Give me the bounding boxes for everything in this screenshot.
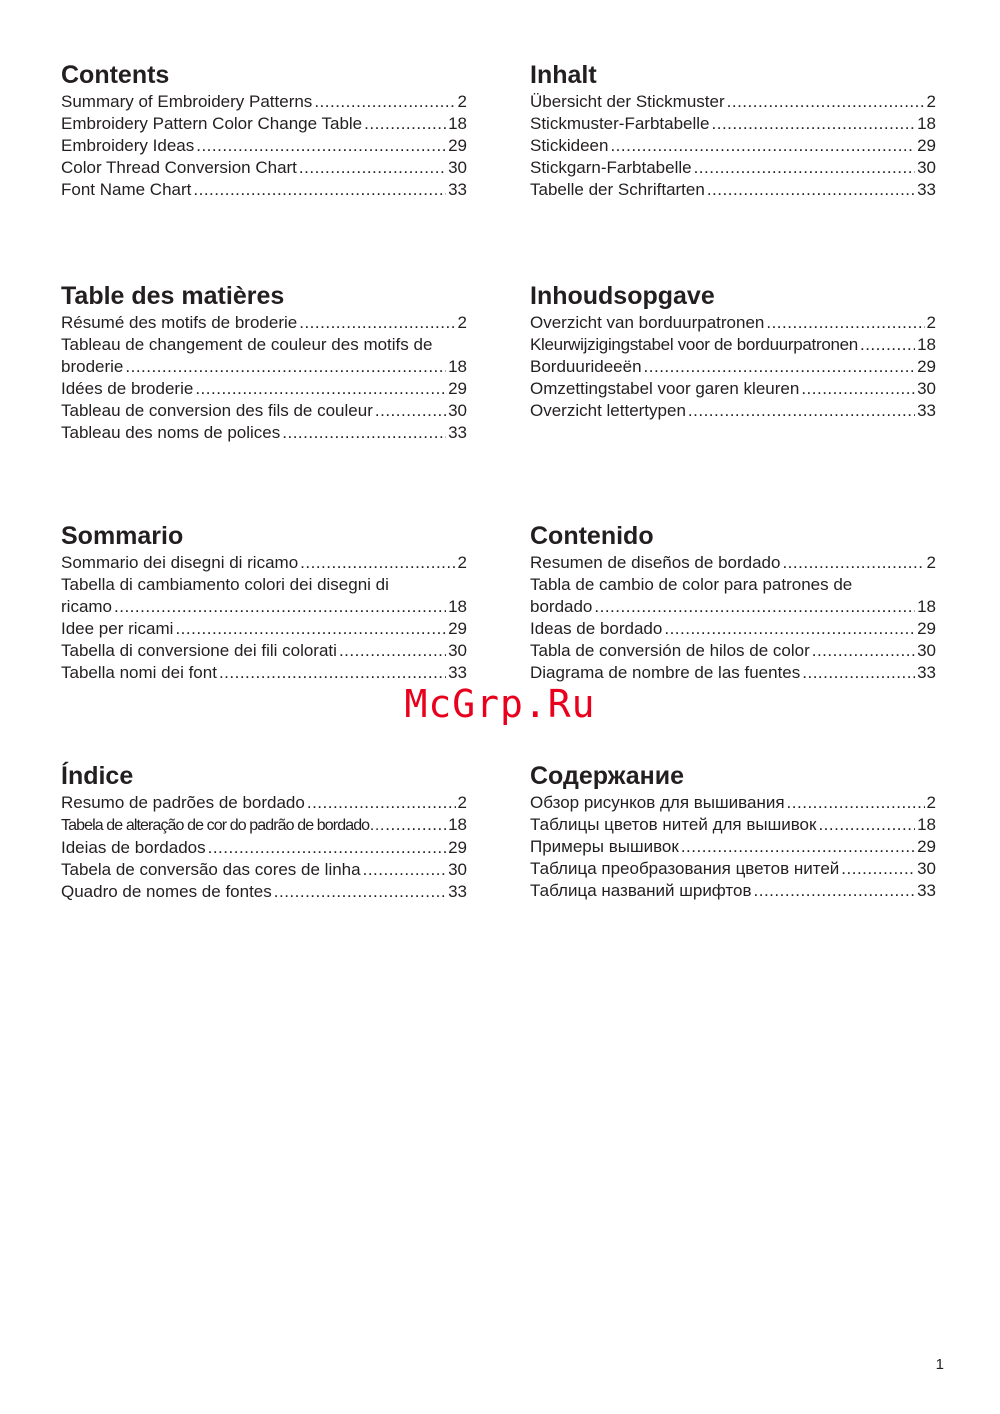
toc-entry-page: 2 <box>457 793 467 812</box>
toc-entry[interactable] <box>61 618 467 640</box>
toc-entry-label: Таблица преобразования цветов нитей <box>530 858 840 878</box>
toc-entry[interactable] <box>61 113 467 135</box>
toc-entry-label: Tableau de conversion des fils de couleur <box>61 400 373 420</box>
toc-entry-label: Tabla de cambio de color para patrones de <box>530 574 853 594</box>
toc-entry-label: Diagrama de nombre de las fuentes <box>530 662 801 682</box>
dot-leader <box>818 814 915 836</box>
dot-leader <box>195 378 446 400</box>
toc-entry-label: Kleurwijzigingstabel voor de borduurpatronen <box>530 334 858 354</box>
toc-entry-line-2[interactable] <box>61 596 467 618</box>
toc-entry-page: 33 <box>917 880 936 900</box>
dot-leader <box>300 552 455 574</box>
toc-entry[interactable] <box>61 662 467 684</box>
section-title: Sommario <box>61 522 184 550</box>
toc-entry-page: 29 <box>917 836 936 856</box>
toc-section-spanish <box>530 521 936 683</box>
toc-entry-page: 18 <box>917 814 936 834</box>
toc-entry[interactable] <box>530 378 936 400</box>
watermark: McGrp.Ru <box>404 682 596 726</box>
toc-entry-label: Tabella di conversione dei fili colorati <box>61 640 337 660</box>
toc-entry-page: 33 <box>917 662 936 682</box>
toc-entry-label: Примеры вышивок <box>530 836 679 856</box>
toc-entry[interactable] <box>61 837 467 859</box>
toc-entry-page: 2 <box>926 313 936 332</box>
toc-entry-label: Stickgarn-Farbtabelle <box>530 157 692 177</box>
dot-leader <box>707 179 915 201</box>
toc-entry[interactable] <box>530 792 936 814</box>
dot-leader <box>307 792 456 814</box>
dot-leader <box>208 837 446 859</box>
toc-entry-label: Embroidery Ideas <box>61 135 195 155</box>
toc-entry-page: 33 <box>448 422 467 442</box>
toc-entry[interactable] <box>530 179 936 201</box>
toc-entry-line-1[interactable] <box>530 574 936 596</box>
toc-entry-label: Übersicht der Stickmuster <box>530 92 725 111</box>
toc-entry-page: 30 <box>448 859 467 879</box>
section-title: Inhoudsopgave <box>530 282 715 310</box>
toc-entry-page: 33 <box>448 881 467 901</box>
toc-entry-label: Resumo de padrões de bordado <box>61 793 305 812</box>
toc-entry-page: 18 <box>448 356 467 376</box>
toc-section-dutch <box>530 281 936 422</box>
dot-leader <box>274 881 446 903</box>
toc-entry-label: Tabelle der Schriftarten <box>530 179 705 199</box>
dot-leader <box>219 662 446 684</box>
toc-entry-page: 29 <box>917 135 936 155</box>
toc-entry-label: Tableau de changement de couleur des motifs de <box>61 334 433 354</box>
toc-entry-page: 30 <box>448 157 467 177</box>
dot-leader <box>860 334 915 356</box>
toc-entry[interactable] <box>530 662 936 684</box>
toc-entry-page: 2 <box>926 92 936 111</box>
toc-entry[interactable] <box>530 135 936 157</box>
dot-leader <box>681 836 915 858</box>
section-title: Inhalt <box>530 61 597 89</box>
toc-entry[interactable] <box>530 157 936 179</box>
toc-entry-page: 2 <box>926 553 936 572</box>
toc-entry-page: 30 <box>917 858 936 878</box>
dot-leader <box>644 356 916 378</box>
toc-entry-label: Stickideen <box>530 135 609 155</box>
toc-entry-page: 33 <box>917 179 936 199</box>
toc-entry-page: 2 <box>457 553 467 572</box>
toc-entry-line-2[interactable] <box>61 356 467 378</box>
toc-entry-page: 30 <box>448 640 467 660</box>
toc-entry[interactable] <box>61 422 467 444</box>
toc-entry-page: 18 <box>917 596 936 616</box>
toc-entry-line-2[interactable] <box>530 596 936 618</box>
toc-entry[interactable] <box>530 312 936 334</box>
toc-entry-label: Tabella nomi dei font <box>61 662 217 682</box>
dot-leader <box>688 400 915 422</box>
toc-entry-label: Tableau des noms de polices <box>61 422 281 442</box>
dot-leader <box>841 858 915 880</box>
toc-entry-page: 29 <box>917 618 936 638</box>
toc-entry-label: Ideas de bordado <box>530 618 663 638</box>
toc-entry-page: 33 <box>917 400 936 420</box>
toc-entry[interactable] <box>530 640 936 662</box>
page-number: 1 <box>935 1356 944 1373</box>
toc-entry[interactable] <box>530 858 936 880</box>
toc-entry[interactable] <box>61 640 467 662</box>
dot-leader <box>299 157 446 179</box>
toc-entry-label: Embroidery Pattern Color Change Table <box>61 113 363 133</box>
toc-entry-page: 30 <box>448 400 467 420</box>
dot-leader <box>299 312 455 334</box>
toc-section-german <box>530 60 936 201</box>
toc-list <box>530 312 936 422</box>
toc-entry-label: Font Name Chart <box>61 179 192 199</box>
toc-entry-label-continued: bordado <box>530 596 593 616</box>
toc-entry-page: 33 <box>448 179 467 199</box>
toc-entry-page: 2 <box>457 92 467 111</box>
toc-list <box>61 91 467 201</box>
dot-leader <box>766 312 924 334</box>
dot-leader <box>193 179 446 201</box>
dot-leader <box>787 792 925 814</box>
toc-entry-page: 29 <box>448 135 467 155</box>
toc-entry[interactable] <box>530 356 936 378</box>
toc-entry-page: 18 <box>917 113 936 133</box>
toc-entry[interactable] <box>61 179 467 201</box>
toc-entry-label: Обзор рисунков для вышивания <box>530 793 785 812</box>
toc-entry-line-1[interactable] <box>61 574 467 596</box>
toc-entry-label: Résumé des motifs de broderie <box>61 313 298 332</box>
toc-entry-label: Omzettingstabel voor garen kleuren <box>530 378 800 398</box>
dot-leader <box>712 113 916 135</box>
toc-section-english <box>61 60 467 201</box>
toc-list <box>530 91 936 201</box>
toc-entry[interactable] <box>61 859 467 881</box>
toc-entry-label: Tabella di cambiamento colori dei disegni di <box>61 574 389 594</box>
toc-entry[interactable] <box>530 552 936 574</box>
toc-entry-page: 29 <box>917 356 936 376</box>
toc-entry-page: 18 <box>448 814 467 834</box>
toc-entry-page: 30 <box>917 640 936 660</box>
dot-leader <box>125 356 446 378</box>
section-title: Contenido <box>530 522 654 550</box>
dot-leader <box>694 157 916 179</box>
toc-entry[interactable] <box>61 91 467 113</box>
toc-entry-label: Таблица названий шрифтов <box>530 880 752 900</box>
dot-leader <box>196 135 446 157</box>
toc-entry-line-1[interactable] <box>61 334 467 356</box>
toc-entry[interactable] <box>530 334 936 356</box>
toc-entry-page: 18 <box>448 113 467 133</box>
toc-entry-page: 2 <box>457 313 467 332</box>
toc-entry-page: 29 <box>448 378 467 398</box>
section-title: Содержание <box>530 762 685 790</box>
toc-entry-label: Stickmuster-Farbtabelle <box>530 113 710 133</box>
toc-list <box>61 552 467 683</box>
toc-entry-page: 30 <box>917 378 936 398</box>
toc-entry-label: Resumen de diseños de bordado <box>530 553 781 572</box>
toc-entry[interactable] <box>61 135 467 157</box>
section-title: Contents <box>61 61 170 89</box>
toc-entry-label: Idées de broderie <box>61 378 194 398</box>
dot-leader <box>385 814 447 836</box>
toc-entry-label: Color Thread Conversion Chart <box>61 157 297 177</box>
toc-entry[interactable] <box>530 880 936 902</box>
toc-entry-label: Tabla de conversión de hilos de color <box>530 640 810 660</box>
toc-entry-label: Sommario dei disegni di ricamo <box>61 553 299 572</box>
toc-entry[interactable] <box>61 378 467 400</box>
toc-entry-label: Таблицы цветов нитей для вышивок <box>530 814 817 834</box>
toc-entry[interactable] <box>61 157 467 179</box>
toc-entry-label: Overzicht lettertypen <box>530 400 686 420</box>
toc-entry-label: Ideias de bordados <box>61 837 206 857</box>
toc-list <box>530 552 936 683</box>
toc-entry[interactable] <box>530 113 936 135</box>
toc-entry[interactable] <box>530 836 936 858</box>
dot-leader <box>801 378 915 400</box>
dot-leader <box>114 596 446 618</box>
toc-entry[interactable] <box>61 814 467 837</box>
dot-leader <box>364 113 446 135</box>
toc-entry[interactable] <box>530 814 936 836</box>
dot-leader <box>664 618 915 640</box>
dot-leader <box>282 422 446 444</box>
dot-leader <box>754 880 916 902</box>
toc-entry[interactable] <box>530 618 936 640</box>
dot-leader <box>812 640 915 662</box>
dot-leader <box>802 662 915 684</box>
toc-section-russian <box>530 761 936 902</box>
toc-section-french <box>61 281 467 443</box>
toc-entry-page: 30 <box>917 157 936 177</box>
toc-entry-label: Borduurideeën <box>530 356 642 376</box>
toc-entry-label: Summary of Embroidery Patterns <box>61 92 313 111</box>
toc-entry-page: 29 <box>448 618 467 638</box>
toc-list <box>530 792 936 902</box>
section-title: Índice <box>61 762 134 790</box>
dot-leader <box>610 135 915 157</box>
toc-list <box>61 792 467 903</box>
toc-entry-label: Tabela de alteração de cor do padrão de bordado… <box>61 816 385 834</box>
toc-entry-label: Overzicht van borduurpatronen <box>530 313 765 332</box>
toc-entry[interactable] <box>61 881 467 903</box>
dot-leader <box>175 618 446 640</box>
dot-leader <box>594 596 915 618</box>
dot-leader <box>314 91 455 113</box>
dot-leader <box>363 859 446 881</box>
toc-entry-label: Tabela de conversão das cores de linha <box>61 859 361 879</box>
toc-entry-page: 18 <box>448 596 467 616</box>
toc-entry-page: 18 <box>917 334 936 354</box>
dot-leader <box>375 400 446 422</box>
toc-entry-label-continued: broderie <box>61 356 124 376</box>
toc-entry-label: Quadro de nomes de fontes <box>61 881 272 901</box>
section-title: Table des matières <box>61 282 285 310</box>
toc-list <box>61 312 467 443</box>
toc-entry[interactable] <box>530 400 936 422</box>
toc-entry[interactable] <box>61 552 467 574</box>
toc-section-italian <box>61 521 467 683</box>
toc-section-portuguese <box>61 761 467 903</box>
toc-entry-page: 33 <box>448 662 467 682</box>
toc-entry[interactable] <box>61 792 467 814</box>
dot-leader <box>782 552 924 574</box>
toc-entry[interactable] <box>61 312 467 334</box>
toc-entry[interactable] <box>61 400 467 422</box>
toc-entry-page: 29 <box>448 837 467 857</box>
toc-entry-label-continued: ricamo <box>61 596 113 616</box>
toc-entry[interactable] <box>530 91 936 113</box>
dot-leader <box>727 91 925 113</box>
dot-leader <box>339 640 446 662</box>
toc-entry-page: 2 <box>926 793 936 812</box>
toc-entry-label: Idee per ricami <box>61 618 174 638</box>
